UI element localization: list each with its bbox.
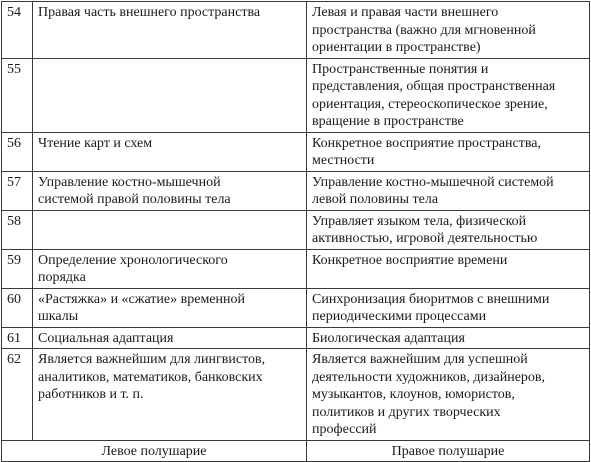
table-row [2, 210, 590, 249]
left-hemisphere-cell [33, 58, 307, 132]
left-hemisphere-cell: Правая часть внешнего пространства [33, 2, 307, 59]
right-hemisphere-cell: Синхронизация биоритмов с внешними периодическими процессами [307, 288, 590, 327]
right-hemisphere-cell: Биологическая адаптация [307, 327, 590, 349]
left-hemisphere-cell: Определение хронологического порядка [33, 249, 307, 288]
right-hemisphere-header: Правое полушарие [307, 440, 590, 462]
right-hemisphere-cell: Управляет языком тела, физической активностью, игровой деятельностью [307, 210, 590, 249]
table-row [2, 349, 590, 441]
right-hemisphere-cell: Пространственные понятия и представления, общая пространственная ориентация, стереоскопическое зрение, вращение в пространстве [307, 58, 590, 132]
comparison-table [1, 1, 590, 462]
row-number: 60 [2, 288, 33, 327]
row-number: 61 [2, 327, 33, 349]
table-row [2, 2, 590, 59]
right-hemisphere-cell: Управление костно-мышечной системой левой половины тела [307, 171, 590, 210]
table-row [2, 132, 590, 171]
left-hemisphere-cell: Социальная адаптация [33, 327, 307, 349]
right-hemisphere-cell: Конкретное восприятие времени [307, 249, 590, 288]
row-number: 59 [2, 249, 33, 288]
row-number: 62 [2, 349, 33, 441]
table-footer-row [2, 440, 590, 462]
right-hemisphere-cell: Является важнейшим для успешной деятельности художников, дизайнеров, музыкантов, клоунов, юмористов, политиков и других творческих профессий [307, 349, 590, 441]
row-number: 58 [2, 210, 33, 249]
table-row [2, 171, 590, 210]
row-number: 57 [2, 171, 33, 210]
table-row [2, 249, 590, 288]
right-hemisphere-cell: Конкретное восприятие пространства, местности [307, 132, 590, 171]
left-hemisphere-cell: «Растяжка» и «сжатие» временной шкалы [33, 288, 307, 327]
left-hemisphere-cell: Управление костно-мышечной системой правой половины тела [33, 171, 307, 210]
table-row [2, 58, 590, 132]
row-number: 54 [2, 2, 33, 59]
row-number: 56 [2, 132, 33, 171]
left-hemisphere-cell: Чтение карт и схем [33, 132, 307, 171]
left-hemisphere-cell: Является важнейшим для лингвистов, аналитиков, математиков, банковских работников и т. п. [33, 349, 307, 441]
right-hemisphere-cell: Левая и правая части внешнего пространства (важно для мгновенной ориентации в пространстве) [307, 2, 590, 59]
table-row [2, 288, 590, 327]
left-hemisphere-cell [33, 210, 307, 249]
left-hemisphere-header: Левое полушарие [2, 440, 307, 462]
row-number: 55 [2, 58, 33, 132]
table-row [2, 327, 590, 349]
